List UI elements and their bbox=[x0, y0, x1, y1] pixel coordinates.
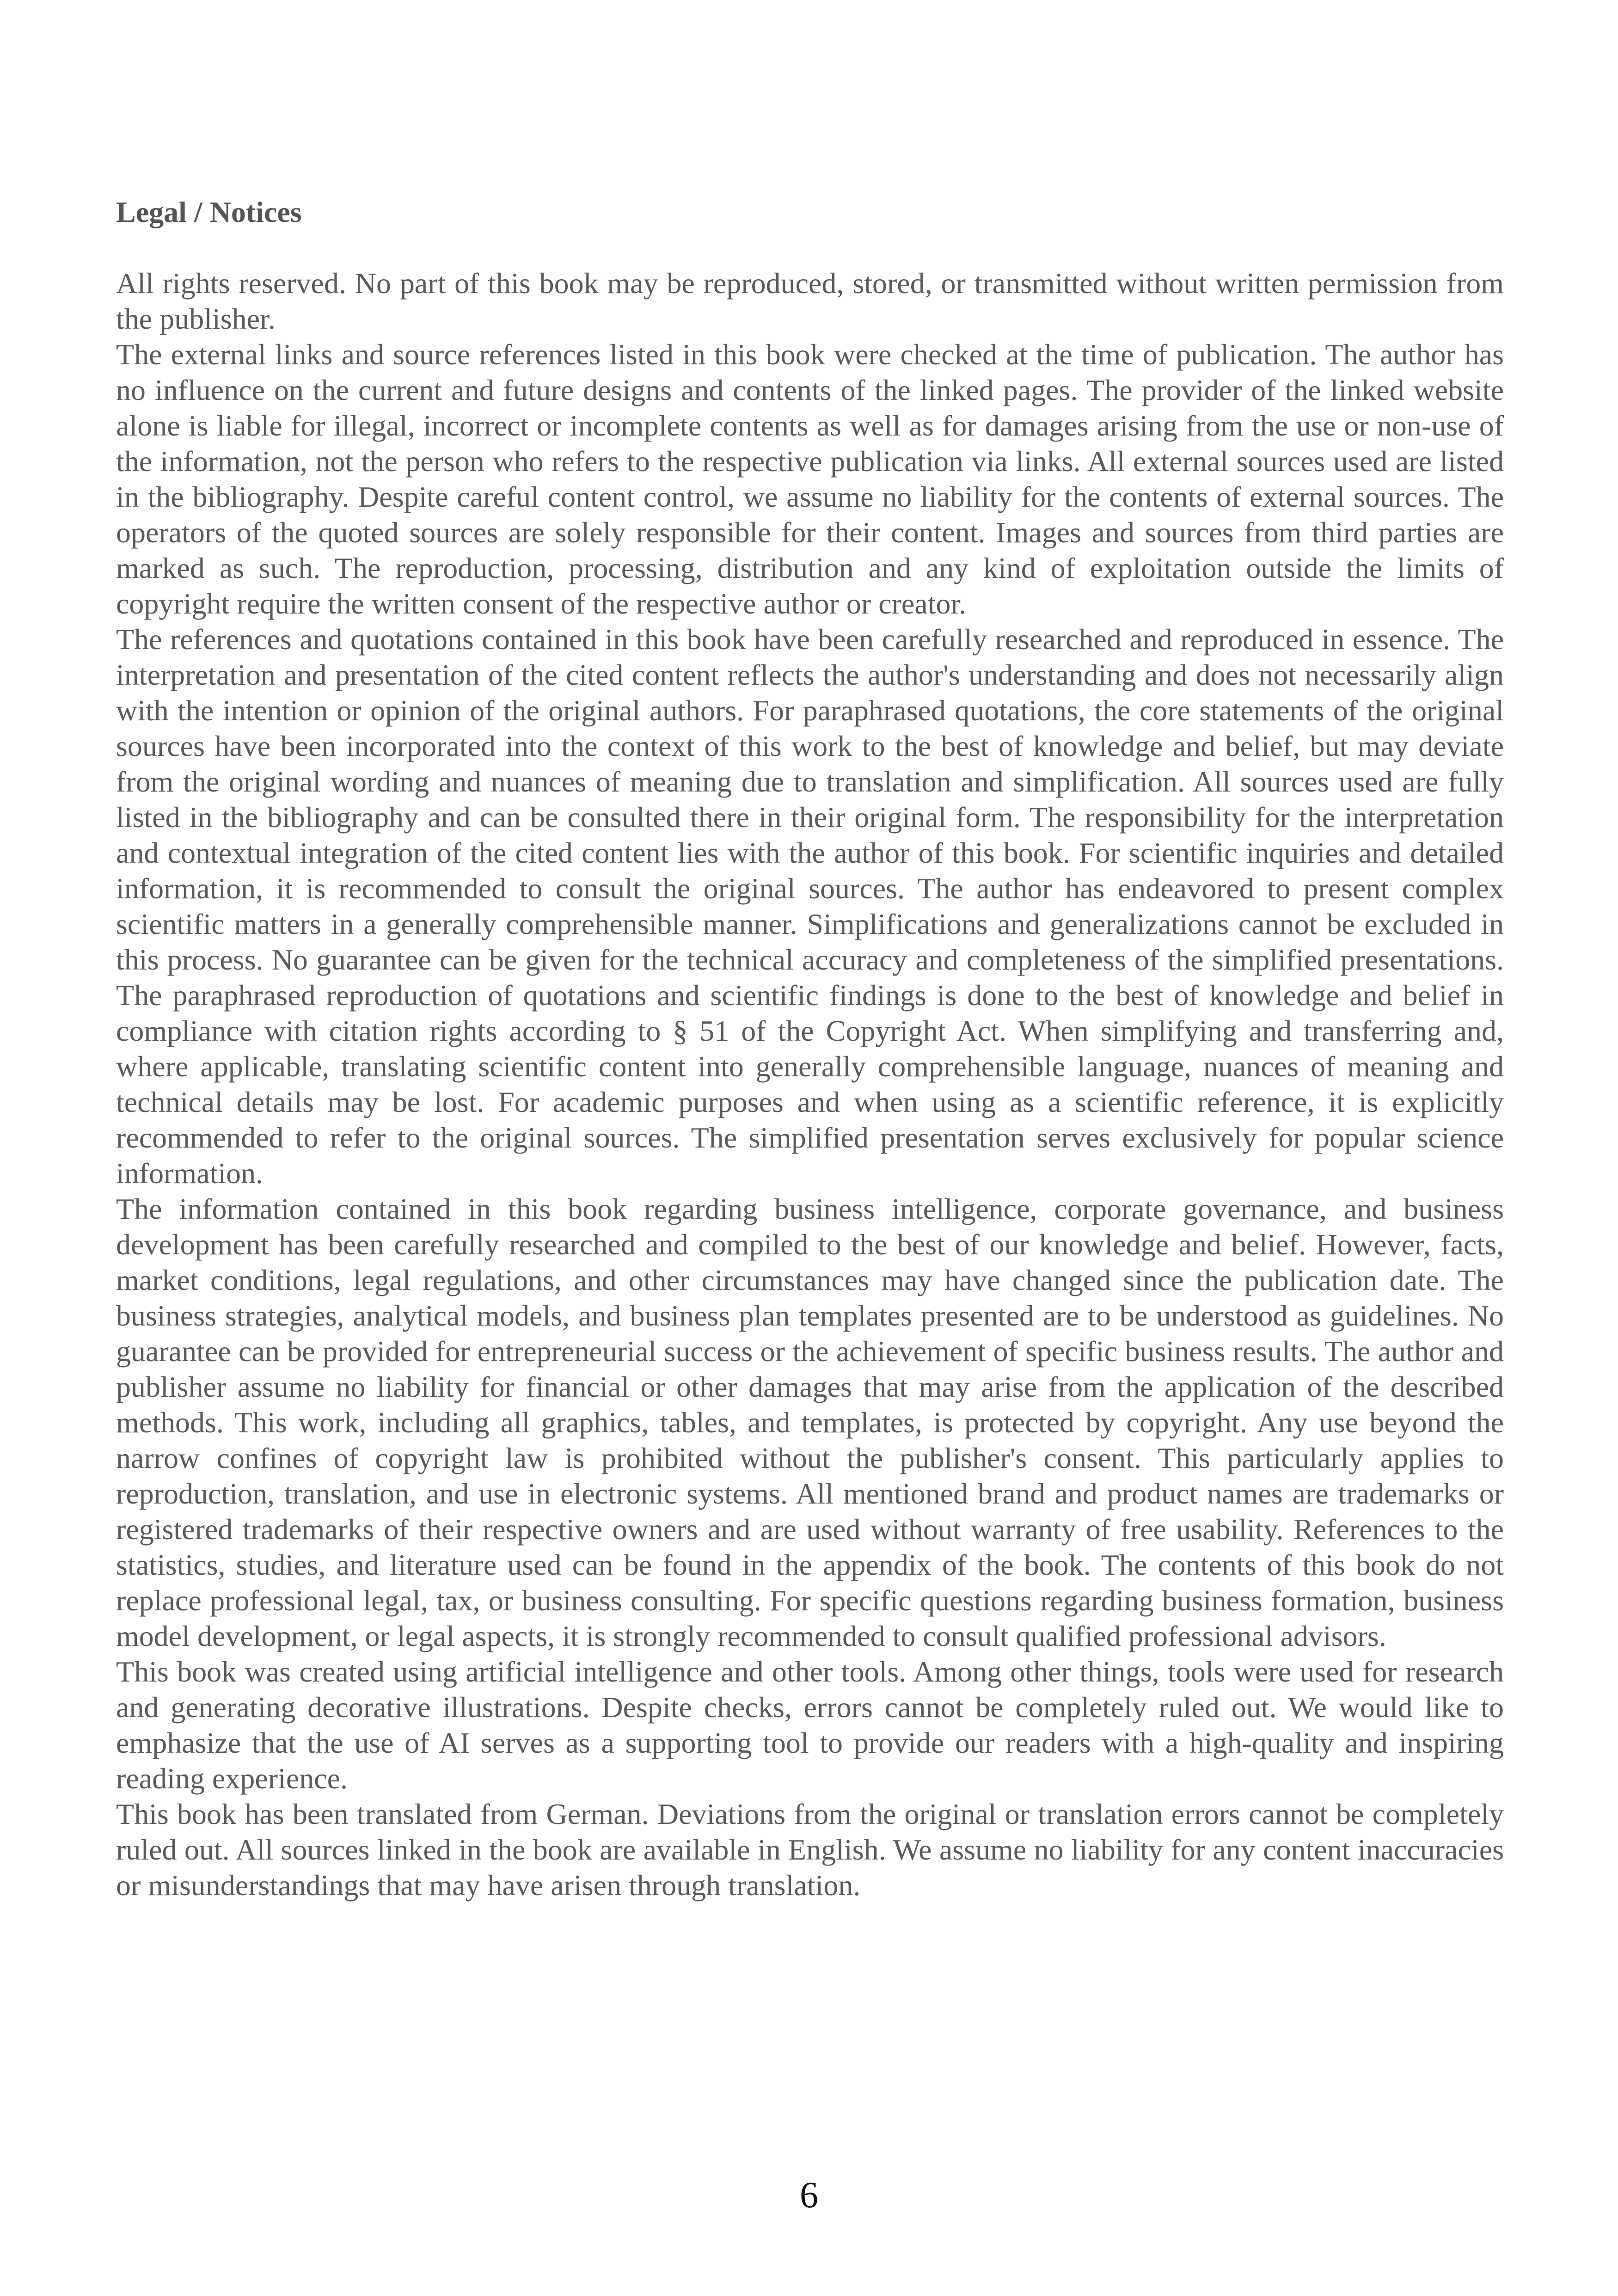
paragraph-ai-notice: This book was created using artificial intelligence and other tools. Among other things, tools were used for research and generating decorative illustrations. Despite checks, errors cannot be completely ruled out. We would like to emphasize that the use of AI serves as a supporting tool to provide our readers with a high-quality and inspiring reading experience. bbox=[116, 1655, 1504, 1795]
paragraph-business-information: The information contained in this book regarding business intelligence, corporate governance, and business development has been carefully researched and compiled to the best of our knowledge and belief. However, facts, market conditions, legal regulations, and other circumstances may have changed since the publication date. The business strategies, analytical models, and business plan templates presented are to be understood as guidelines. No guarantee can be provided for entrepreneurial success or the achievement of specific business results. The author and publisher assume no liability for financial or other damages that may arise from the application of the described methods. This work, including all graphics, tables, and templates, is protected by copyright. Any use beyond the narrow confines of copyright law is prohibited without the publisher's consent. This particularly applies to reproduction, translation, and use in electronic systems. All mentioned brand and product names are trademarks or registered trademarks of their respective owners and are used without warranty of free usability. References to the statistics, studies, and literature used can be found in the appendix of the book. The contents of this book do not replace professional legal, tax, or business consulting. For specific questions regarding business formation, business model development, or legal aspects, it is strongly recommended to consult qualified professional advisors. bbox=[116, 1192, 1504, 1652]
paragraph-rights-reserved: All rights reserved. No part of this book may be reproduced, stored, or transmitted without written permission from the publisher. bbox=[116, 267, 1504, 335]
paragraph-external-links: The external links and source references listed in this book were checked at the time of publication. The author has no influence on the current and future designs and contents of the linked pages. The provider of the linked website alone is liable for illegal, incorrect or incomplete contents as well as for damages arising from the use or non-use of the information, not the person who refers to the respective publication via links. All external sources used are listed in the bibliography. Despite careful content control, we assume no liability for the contents of external sources. The operators of the quoted sources are solely responsible for their content. Images and sources from third parties are marked as such. The reproduction, processing, distribution and any kind of exploitation outside the limits of copyright require the written consent of the respective author or creator. bbox=[116, 338, 1504, 620]
page-number: 6 bbox=[800, 2175, 818, 2216]
paragraph-references-quotations: The references and quotations contained in this book have been carefully researched and reproduced in essence. The interpretation and presentation of the cited content reflects the author's understanding and does not necessarily align with the intention or opinion of the original authors. For paraphrased quotations, the core statements of the original sources have been incorporated into the context of this work to the best of knowledge and belief, but may deviate from the original wording and nuances of meaning due to translation and simplification. All sources used are fully listed in the bibliography and can be consulted there in their original form. The responsibility for the interpretation and contextual integration of the cited content lies with the author of this book. For scientific inquiries and detailed information, it is recommended to consult the original sources. The author has endeavored to present complex scientific matters in a generally comprehensible manner. Simplifications and generalizations cannot be excluded in this process. No guarantee can be given for the technical accuracy and completeness of the simplified presentations. The paraphrased reproduction of quotations and scientific findings is done to the best of knowledge and belief in compliance with citation rights according to § 51 of the Copyright Act. When simplifying and transferring and, where applicable, translating scientific content into generally comprehensible language, nuances of meaning and technical details may be lost. For academic purposes and when using as a scientific reference, it is explicitly recommended to refer to the original sources. The simplified presentation serves exclusively for popular science information. bbox=[116, 623, 1504, 1190]
page-title: Legal / Notices bbox=[116, 196, 302, 228]
paragraph-translation-notice: This book has been translated from German. Deviations from the original or translation errors cannot be completely ruled out. All sources linked in the book are available in English. We assume no liability for any content inaccuracies or misunderstandings that may have arisen through translation. bbox=[116, 1798, 1504, 1902]
page-content bbox=[116, 194, 1504, 1903]
